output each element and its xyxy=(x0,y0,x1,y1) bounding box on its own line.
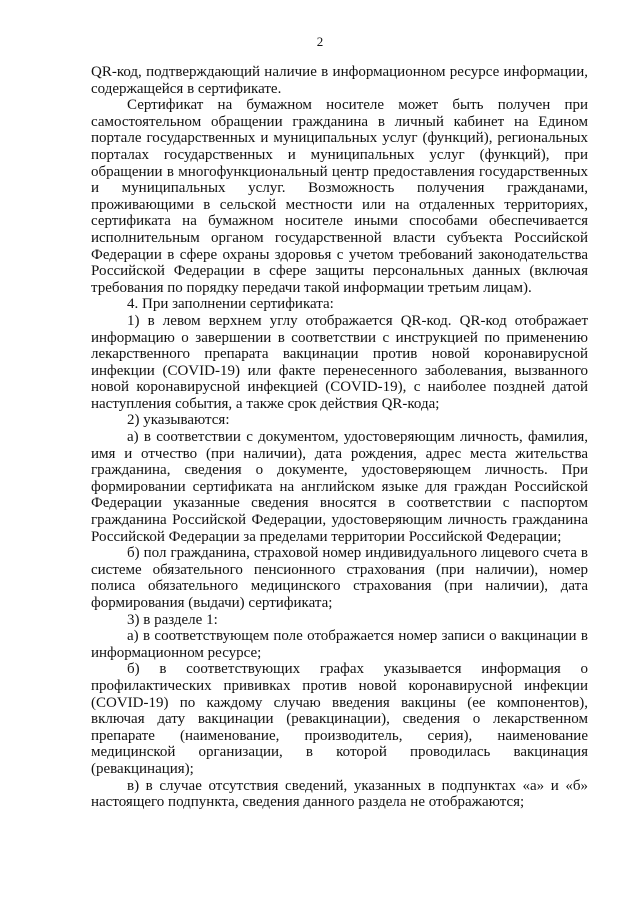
paragraph: 1) в левом верхнем углу отображается QR-код. QR-код отображает информацию о завершении в соответствии с инструкцией по применению лекарственного препарата вакцинации против новой коронавирусной инфекции (COVID-19) или факте перенесенного заболевания, вызванного новой коронавирусной инфекцией (COVID-19), с наиболее поздней датой наступления события, а также срок действия QR-кода; xyxy=(91,312,588,412)
paragraph: QR-код, подтверждающий наличие в информационном ресурсе информации, содержащейся в сертификате. xyxy=(91,64,588,97)
paragraph: 4. При заполнении сертификата: xyxy=(127,296,334,313)
paragraph: а) в соответствующем поле отображается номер записи о вакцинации в информационном ресурсе; xyxy=(91,628,588,661)
paragraph: б) пол гражданина, страховой номер индивидуального лицевого счета в системе обязательного пенсионного страхования (при наличии), номер полиса обязательного медицинского страхования (при наличии), дата формирования (выдачи) сертификата; xyxy=(91,545,588,611)
paragraph: а) в соответствии с документом, удостоверяющим личность, фамилия, имя и отчество (при наличии), дата рождения, адрес места жительства гражданина, сведения о документе, удостоверяющем личность. При формировании сертификата на английском языке для граждан Российской Федерации указанные сведения вносятся в соответствии с паспортом гражданина Российской Федерации, удостоверяющим личность гражданина Российской Федерации за пределами территории Российской Федерации; xyxy=(91,429,588,545)
paragraph: Сертификат на бумажном носителе может быть получен при самостоятельном обращении гражданина в личный кабинет на Едином портале государственных и муниципальных услуг (функций), региональных порталах государственных и муниципальных услуг (функций), при обращении в многофункциональный центр предоставления государственных и муниципальных услуг. Возможность получения гражданами, проживающими в сельской местности или на отдаленных территориях, сертификата на бумажном носителе иными способами обеспечивается исполнительным органом государственной власти субъекта Российской Федерации в сфере охраны здоровья с учетом требований законодательства Российской Федерации в сфере защиты персональных данных (включая требования по порядку передачи такой информации третьим лицам). xyxy=(91,97,588,296)
paragraph: б) в соответствующих графах указывается информация о профилактических прививках против новой коронавирусной инфекции (COVID-19) по каждому случаю введения вакцины (ее компонентов), включая дату вакцинации (ревакцинации), сведения о лекарственном препарате (наименование, производитель, серия), наименование медицинской организации, в которой проводилась вакцинация (ревакцинация); xyxy=(91,661,588,777)
page-number: 2 xyxy=(316,34,324,49)
paragraph: 3) в разделе 1: xyxy=(127,611,218,628)
paragraph: в) в случае отсутствия сведений, указанных в подпунктах «а» и «б» настоящего подпункта, сведения данного раздела не отображаются; xyxy=(91,777,588,811)
document-body xyxy=(91,64,588,811)
paragraph: 2) указываются: xyxy=(127,412,230,429)
